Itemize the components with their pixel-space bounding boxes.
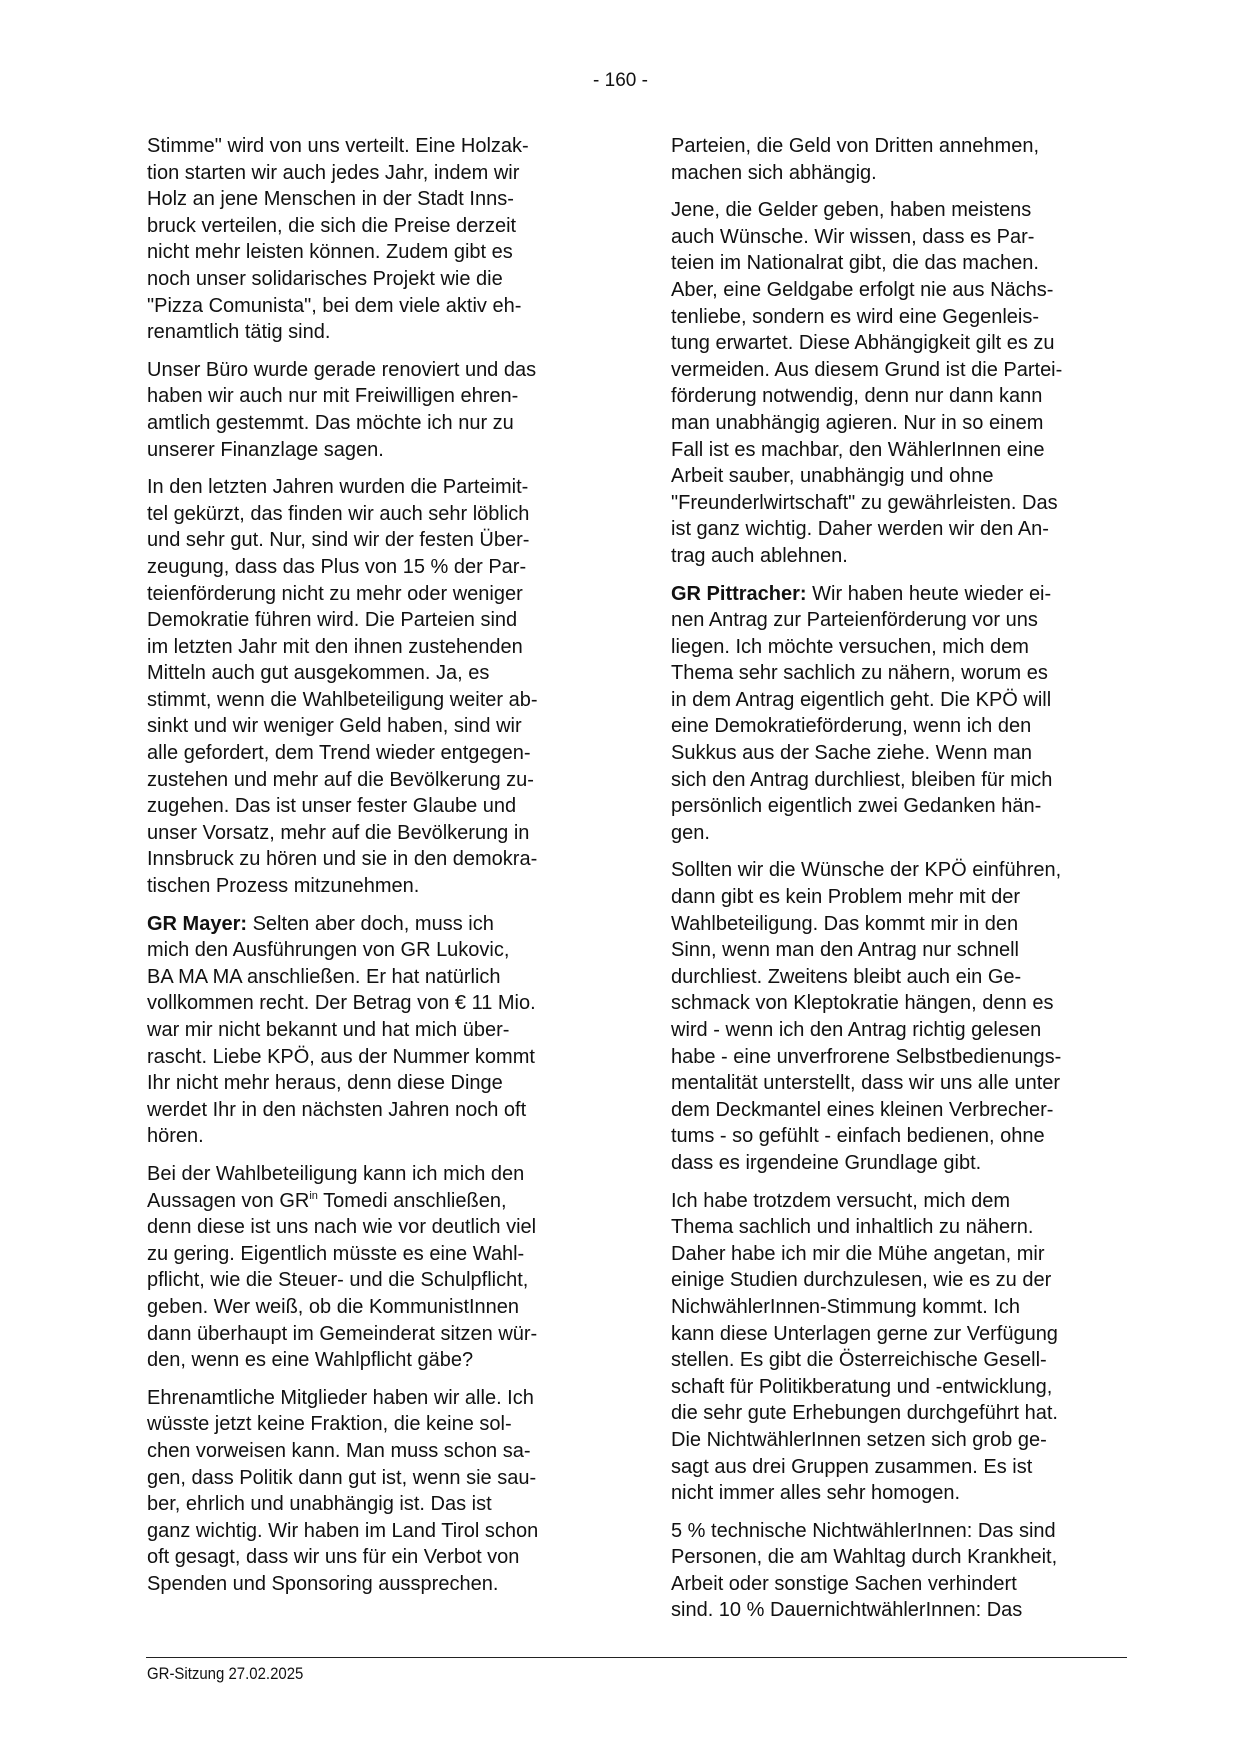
text-line: Thema sehr sachlich zu nähern, worum es [671, 662, 1048, 685]
text-line: Sukkus aus der Sache ziehe. Wenn man [671, 742, 1032, 765]
paragraph [671, 197, 1141, 569]
text-line: vollkommen recht. Der Betrag von € 11 Mio. [147, 992, 536, 1015]
text-line: stimmt, wenn die Wahlbeteiligung weiter ab- [147, 688, 538, 711]
text-line: dem Deckmantel eines kleinen Verbrecher- [671, 1098, 1054, 1121]
text-line: tel gekürzt, das finden wir auch sehr löblich [147, 502, 530, 525]
text-line: tenliebe, sondern es wird eine Gegenleis- [671, 305, 1039, 328]
text-line: Wahlbeteiligung. Das kommt mir in den [671, 912, 1019, 935]
text-line: und sehr gut. Nur, sind wir der festen Über- [147, 529, 530, 552]
text-line: war mir nicht bekannt und hat mich über- [147, 1019, 510, 1041]
text-line: Unser Büro wurde gerade renoviert und das [147, 358, 537, 381]
text-line: geben. Wer weiß, ob die KommunistInnen [147, 1295, 520, 1318]
text-line: Sollten wir die Wünsche der KPÖ einführen, [671, 859, 1062, 882]
text-line: nicht mehr leisten können. Zudem gibt es [147, 241, 513, 264]
text-line: Bei der Wahlbeteiligung kann ich mich den [147, 1162, 525, 1185]
speaker-name: GR Pittracher: [671, 582, 807, 605]
text-line: Stimme" wird von uns verteilt. Eine Holzak- [147, 135, 529, 157]
text-line: amtlich gestemmt. Das möchte ich nur zu [147, 411, 514, 434]
text-line: unserer Finanzlage sagen. [147, 438, 384, 461]
text-line: unser Vorsatz, mehr auf die Bevölkerung in [147, 821, 530, 844]
text-line: förderung notwendig, denn nur dann kann [671, 385, 1043, 408]
text-line: Jene, die Gelder geben, haben meistens [671, 199, 1032, 222]
text-line: wüsste jetzt keine Fraktion, die keine sol- [147, 1413, 512, 1436]
text-line: ganz wichtig. Wir haben im Land Tirol schon [147, 1519, 539, 1542]
text-line: hören. [147, 1125, 204, 1148]
text-line: ber, ehrlich und unabhängig ist. Das ist [147, 1493, 492, 1516]
text-line: wird - wenn ich den Antrag richtig gelesen [671, 1019, 1042, 1041]
text-line: ist ganz wichtig. Daher werden wir den An- [671, 518, 1049, 541]
text-line: In den letzten Jahren wurden die Parteimit- [147, 476, 529, 499]
text-line: mentalität unterstellt, dass wir uns alle unter [671, 1072, 1061, 1095]
superscript: in [309, 1189, 318, 1202]
text-line: NichwählerInnen-Stimmung kommt. Ich [671, 1295, 1021, 1318]
text-line: dann überhaupt im Gemeinderat sitzen wür- [147, 1322, 538, 1345]
text-line [147, 1188, 617, 1215]
paragraph [671, 133, 1141, 186]
text-line: teien im Nationalrat gibt, die das machen. [671, 252, 1039, 275]
text-line: liegen. Ich möchte versuchen, mich dem [671, 635, 1029, 658]
text-line [671, 581, 1141, 608]
text-line: Aber, eine Geldgabe erfolgt nie aus Nächs- [671, 278, 1054, 301]
paragraph [147, 1385, 617, 1598]
text-line: denn diese ist uns nach wie vor deutlich viel [147, 1216, 537, 1239]
text-line: Demokratie führen wird. Die Parteien sind [147, 609, 518, 632]
text-line: oft gesagt, dass wir uns für ein Verbot von [147, 1546, 520, 1569]
text-line: schaft für Politikberatung und -entwicklung, [671, 1375, 1053, 1398]
text-line: Ich habe trotzdem versucht, mich dem [671, 1189, 1011, 1212]
text-line: pflicht, wie die Steuer- und die Schulpflicht, [147, 1269, 529, 1292]
text-fragment: Wir haben heute wieder ei- [806, 582, 1052, 605]
text-line: tion starten wir auch jedes Jahr, indem wir [147, 161, 520, 184]
right-column [671, 133, 1141, 1635]
text-line: zugehen. Das ist unser fester Glaube und [147, 795, 517, 818]
text-line: sinkt und wir weniger Geld haben, sind wir [147, 715, 522, 738]
paragraph [671, 1518, 1141, 1624]
footer-session-date: GR-Sitzung 27.02.2025 [147, 1664, 304, 1683]
page-number: - 160 - [593, 70, 648, 91]
text-line: tischen Prozess mitzunehmen. [147, 875, 420, 898]
text-line: den, wenn es eine Wahlpflicht gäbe? [147, 1349, 474, 1372]
text-line: schmack von Kleptokratie hängen, denn es [671, 992, 1054, 1015]
text-line: man unabhängig agieren. Nur in so einem [671, 411, 1044, 434]
text-line: zustehen und mehr auf die Bevölkerung zu- [147, 768, 534, 791]
text-line: Holz an jene Menschen in der Stadt Inns- [147, 188, 514, 211]
text-fragment: Selten aber doch, muss ich [247, 912, 494, 935]
text-line: sind. 10 % DauernichtwählerInnen: Das [671, 1599, 1023, 1622]
paragraph [147, 133, 617, 346]
text-line: chen vorweisen kann. Man muss schon sa- [147, 1439, 531, 1462]
speaker-name: GR Mayer: [147, 912, 248, 935]
text-line: sich den Antrag durchliest, bleiben für mich [671, 768, 1053, 791]
text-line: 5 % technische NichtwählerInnen: Das sind [671, 1519, 1056, 1542]
text-line: zeugung, dass das Plus von 15 % der Par- [147, 555, 527, 578]
text-line: mich den Ausführungen von GR Lukovic, [147, 939, 510, 962]
text-line: Die NichtwählerInnen setzen sich grob ge- [671, 1428, 1047, 1451]
text-line: rascht. Liebe KPÖ, aus der Nummer kommt [147, 1045, 535, 1068]
paragraph [147, 474, 617, 900]
paragraph [147, 1161, 617, 1374]
text-line: vermeiden. Aus diesem Grund ist die Partei- [671, 358, 1063, 381]
text-line: Sinn, wenn man den Antrag nur schnell [671, 939, 1019, 962]
footer-divider [146, 1657, 1127, 1658]
text-line: werdet Ihr in den nächsten Jahren noch oft [147, 1098, 527, 1121]
text-line: gen. [671, 821, 710, 844]
speaker-paragraph-pittracher [671, 581, 1141, 847]
paragraph [671, 1188, 1141, 1507]
left-column [147, 133, 617, 1608]
text-line: Personen, die am Wahltag durch Krankheit, [671, 1546, 1058, 1569]
text-line: stellen. Es gibt die Österreichische Gesell- [671, 1349, 1047, 1372]
text-line: Parteien, die Geld von Dritten annehmen, [671, 135, 1039, 157]
text-line: Spenden und Sponsoring aussprechen. [147, 1572, 499, 1595]
text-line: Thema sachlich und inhaltlich zu nähern. [671, 1216, 1034, 1239]
text-line: teienförderung nicht zu mehr oder weniger [147, 582, 523, 605]
text-line: dann gibt es kein Problem mehr mit der [671, 886, 1021, 909]
text-line: machen sich abhängig. [671, 161, 877, 184]
speaker-paragraph-mayer [147, 911, 617, 1150]
text-line: sagt aus drei Gruppen zusammen. Es ist [671, 1455, 1033, 1478]
text-line: persönlich eigentlich zwei Gedanken hän- [671, 795, 1042, 818]
text-line: noch unser solidarisches Projekt wie die [147, 267, 503, 290]
paragraph [147, 357, 617, 463]
text-line: einige Studien durchzulesen, wie es zu der [671, 1269, 1052, 1292]
text-line: nen Antrag zur Parteienförderung vor uns [671, 609, 1038, 632]
text-line: zu gering. Eigentlich müsste es eine Wahl- [147, 1242, 525, 1265]
text-line: dass es irgendeine Grundlage gibt. [671, 1151, 982, 1174]
text-line: die sehr gute Erhebungen durchgeführt hat. [671, 1402, 1058, 1425]
text-line: auch Wünsche. Wir wissen, dass es Par- [671, 225, 1035, 248]
text-fragment: Tomedi anschließen, [317, 1189, 507, 1212]
text-line: "Freunderlwirtschaft" zu gewährleisten. Das [671, 491, 1058, 514]
text-line: trag auch ablehnen. [671, 544, 848, 567]
text-line: nicht immer alles sehr homogen. [671, 1482, 961, 1505]
text-line: haben wir auch nur mit Freiwilligen ehren- [147, 385, 519, 408]
text-line: Ihr nicht mehr heraus, denn diese Dinge [147, 1072, 503, 1095]
text-line: Arbeit oder sonstige Sachen verhindert [671, 1572, 1017, 1595]
text-line: eine Demokratieförderung, wenn ich den [671, 715, 1032, 738]
text-line: Innsbruck zu hören und sie in den demokra- [147, 848, 538, 871]
text-line: habe - eine unverfrorene Selbstbedienungs- [671, 1045, 1062, 1068]
paragraph [671, 857, 1141, 1176]
text-line: "Pizza Comunista", bei dem viele aktiv eh- [147, 294, 522, 317]
text-line: durchliest. Zweitens bleibt auch ein Ge- [671, 965, 1022, 988]
text-line: Mitteln auch gut ausgekommen. Ja, es [147, 662, 490, 685]
text-line: im letzten Jahr mit den ihnen zustehenden [147, 635, 523, 658]
text-line: tung erwartet. Diese Abhängigkeit gilt es zu [671, 332, 1055, 355]
text-line [147, 911, 617, 938]
text-line: Daher habe ich mir die Mühe angetan, mir [671, 1242, 1045, 1265]
text-line: in dem Antrag eigentlich geht. Die KPÖ will [671, 688, 1052, 711]
text-fragment: Aussagen von GR [147, 1189, 310, 1212]
text-line: Fall ist es machbar, den WählerInnen eine [671, 438, 1045, 461]
text-line: tums - so gefühlt - einfach bedienen, ohne [671, 1125, 1045, 1148]
text-line: gen, dass Politik dann gut ist, wenn sie sau- [147, 1466, 537, 1489]
text-line: bruck verteilen, die sich die Preise derzeit [147, 214, 517, 237]
text-line: Ehrenamtliche Mitglieder haben wir alle. Ich [147, 1386, 534, 1409]
text-line: BA MA MA anschließen. Er hat natürlich [147, 965, 501, 988]
text-line: renamtlich tätig sind. [147, 321, 331, 344]
text-line: Arbeit sauber, unabhängig und ohne [671, 465, 994, 488]
text-line: kann diese Unterlagen gerne zur Verfügung [671, 1322, 1058, 1345]
text-line: alle gefordert, dem Trend wieder entgegen- [147, 742, 531, 765]
